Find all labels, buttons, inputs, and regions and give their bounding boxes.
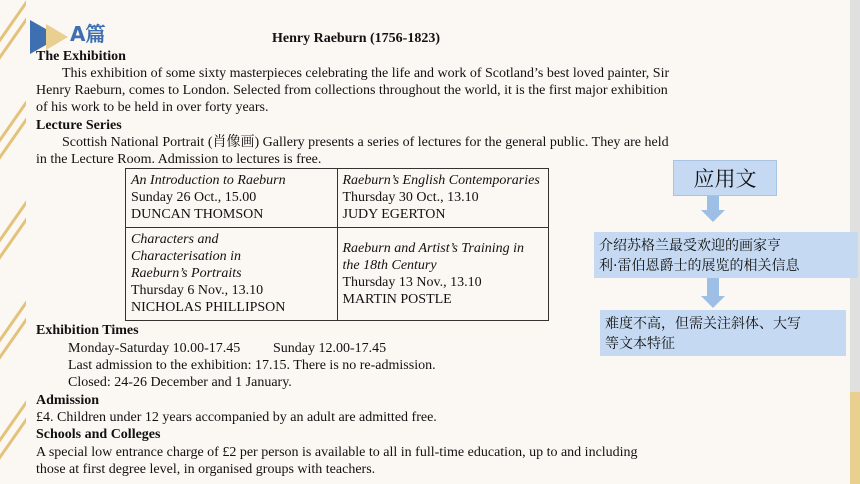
closed-dates: Closed: 24-26 December and 1 January. bbox=[68, 375, 292, 390]
lecture-cell bbox=[126, 228, 338, 321]
tip-line: 等文本特征 bbox=[605, 336, 675, 352]
genre-box: 应用文 bbox=[673, 160, 777, 196]
lecture-series-line: Scottish National Portrait (肖像画) Gallery presents a series of lectures for the general public. They are held bbox=[62, 135, 669, 150]
lecture-speaker: NICHOLAS PHILLIPSON bbox=[131, 300, 286, 315]
admission-heading: Admission bbox=[36, 393, 100, 408]
lecture-date: Thursday 6 Nov., 13.10 bbox=[131, 283, 264, 298]
lecture-cell bbox=[337, 228, 549, 321]
decorative-stripes bbox=[0, 0, 26, 484]
schools-line: A special low entrance charge of £2 per person is available to all in full-time education, up to and including bbox=[36, 445, 638, 460]
exhibition-line: This exhibition of some sixty masterpieces celebrating the life and work of Scotland’s best loved painter, Sir bbox=[62, 66, 670, 81]
lecture-cell bbox=[337, 169, 549, 228]
lecture-title: Raeburn and Artist’s Training in the 18th Century bbox=[342, 240, 525, 273]
lecture-date: Sunday 26 Oct., 15.00 bbox=[131, 190, 257, 205]
summary-line: 介绍苏格兰最受欢迎的画家亨 bbox=[599, 238, 781, 254]
lecture-series-heading: Lecture Series bbox=[36, 118, 122, 133]
exhibition-line: Henry Raeburn, comes to London. Selected from collections throughout the world, it is the first major exhibition bbox=[36, 83, 668, 98]
summary-box bbox=[594, 232, 858, 278]
exhibition-heading: The Exhibition bbox=[36, 49, 126, 64]
section-label: A篇 bbox=[70, 22, 106, 46]
last-admission: Last admission to the exhibition: 17.15. There is no re-admission. bbox=[68, 358, 436, 373]
lecture-speaker: DUNCAN THOMSON bbox=[131, 207, 264, 222]
lecture-date: Thursday 30 Oct., 13.10 bbox=[342, 190, 479, 205]
lecture-title: Raeburn’s English Contemporaries bbox=[342, 173, 540, 188]
exhibition-times-heading: Exhibition Times bbox=[36, 323, 139, 338]
document-title: Henry Raeburn (1756-1823) bbox=[272, 31, 440, 46]
summary-line: 利·雷伯恩爵士的展览的相关信息 bbox=[599, 258, 800, 274]
lecture-cell bbox=[126, 169, 338, 228]
weekday-hours: Monday-Saturday 10.00-17.45 bbox=[68, 341, 241, 356]
admission-text: £4. Children under 12 years accompanied by an adult are admitted free. bbox=[36, 410, 437, 425]
right-edge-tab bbox=[850, 392, 860, 484]
schools-line: those at first degree level, in organised groups with teachers. bbox=[36, 462, 376, 477]
sunday-hours: Sunday 12.00-17.45 bbox=[273, 341, 387, 356]
tip-box bbox=[600, 310, 846, 356]
lecture-speaker: JUDY EGERTON bbox=[342, 207, 446, 222]
schools-heading: Schools and Colleges bbox=[36, 427, 161, 442]
down-arrow-icon bbox=[707, 196, 719, 210]
lecture-title: An Introduction to Raeburn bbox=[131, 173, 286, 188]
exhibition-line: of his work to be held in over forty years. bbox=[36, 100, 269, 115]
lecture-series-line: in the Lecture Room. Admission to lectures is free. bbox=[36, 152, 322, 167]
lecture-speaker: MARTIN POSTLE bbox=[342, 291, 452, 307]
lecture-table bbox=[125, 168, 549, 321]
tip-line: 难度不高，但需关注斜体、大写 bbox=[605, 316, 801, 332]
lecture-date: Thursday 13 Nov., 13.10 bbox=[342, 274, 482, 290]
accent-triangle-icon bbox=[46, 24, 68, 50]
lecture-title: Characters and Characterisation in Raeburn’s Portraits bbox=[131, 232, 242, 281]
down-arrow-icon bbox=[707, 278, 719, 296]
